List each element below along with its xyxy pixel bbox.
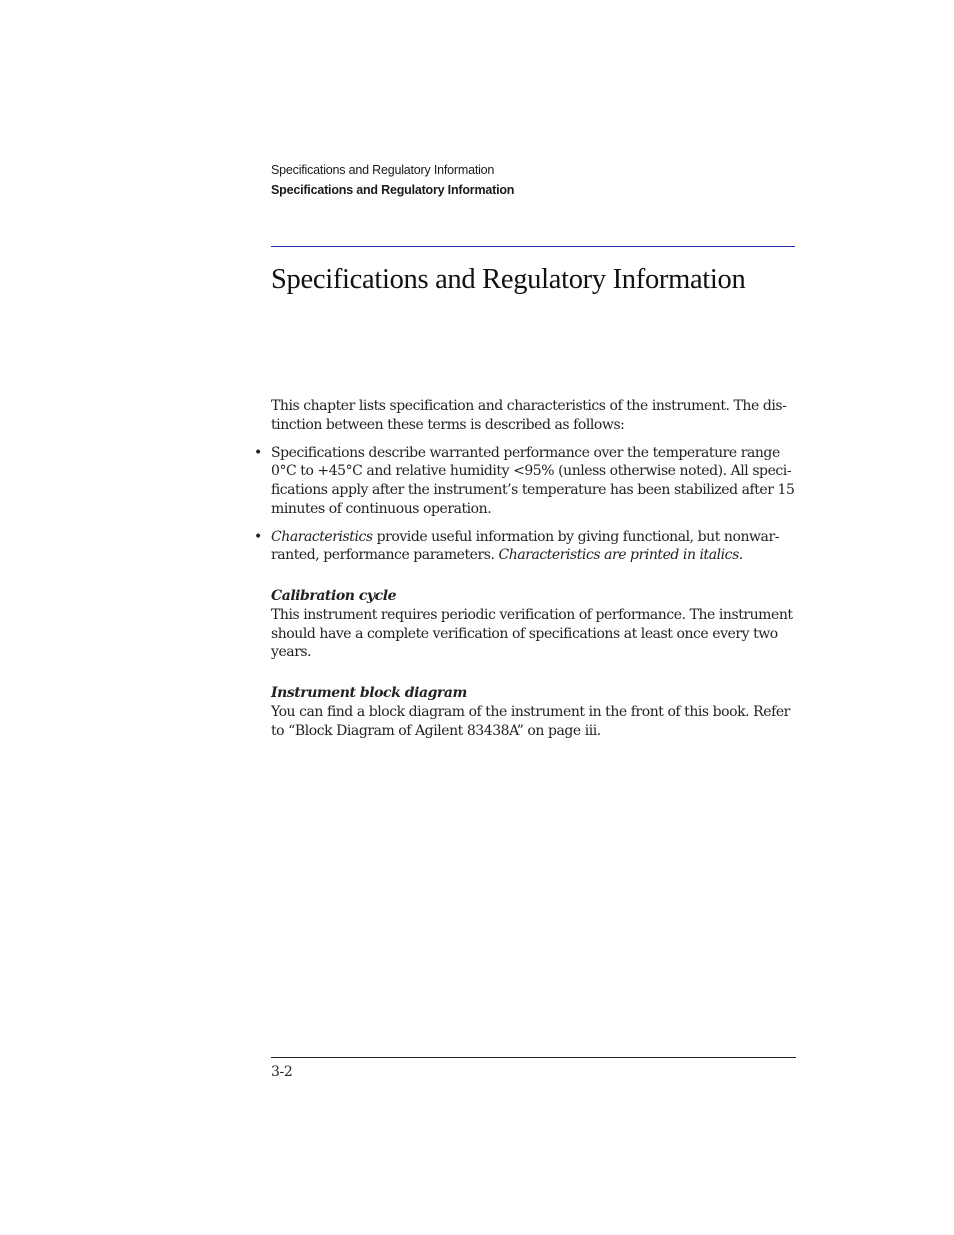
specifications-line: fications apply after the instrument’s temperature has been stabilized after 15 [271,482,795,498]
bullet-icon: • [254,528,262,545]
characteristics-line [271,546,797,565]
list-item-characteristics [254,528,797,566]
intro-line: This chapter lists specification and characteristics of the instrument. The dis- [271,398,787,414]
characteristics-text: ranted, performance parameters. [271,547,499,564]
intro-paragraph [271,397,797,435]
running-header-section: Specifications and Regulatory Information [271,183,515,197]
block-diagram-line: to “Block Diagram of Agilent 83438A” on page iii. [271,722,601,739]
page-number: 3-2 [271,1064,293,1080]
calibration-line: should have a complete verification of specifications at least once every two [271,625,778,642]
specifications-line: Specifications describe warranted performance over the temperature range [271,444,780,461]
footer-rule [271,1057,796,1058]
calibration-line: years. [271,644,312,661]
title-rule [271,246,795,247]
body-text [254,397,797,740]
running-header-chapter: Specifications and Regulatory Information [271,163,495,177]
characteristics-text: provide useful information by giving functional, but nonwar- [372,528,779,545]
characteristics-term: Characteristics [271,528,373,545]
characteristics-italic-note: Characteristics are printed in italics. [498,547,743,564]
bullet-icon: • [254,444,262,461]
characteristics-line [271,528,797,547]
specifications-line: minutes of continuous operation. [271,500,492,517]
definitions-list [254,444,797,566]
intro-line: tinction between these terms is described as follows: [271,416,625,433]
block-diagram-line: You can find a block diagram of the instrument in the front of this book. Refer [271,703,790,720]
block-diagram-paragraph [271,703,797,741]
chapter-title: Specifications and Regulatory Information [271,264,746,295]
running-header [271,160,514,200]
list-item-specifications [254,444,797,519]
calibration-line: This instrument requires periodic verification of performance. The instrument [271,606,793,623]
block-diagram-heading: Instrument block diagram [271,685,467,701]
calibration-paragraph [271,606,797,662]
specifications-line: 0°C to +45°C and relative humidity <95% (unless otherwise noted). All speci- [271,463,792,480]
calibration-heading: Calibration cycle [271,588,397,604]
